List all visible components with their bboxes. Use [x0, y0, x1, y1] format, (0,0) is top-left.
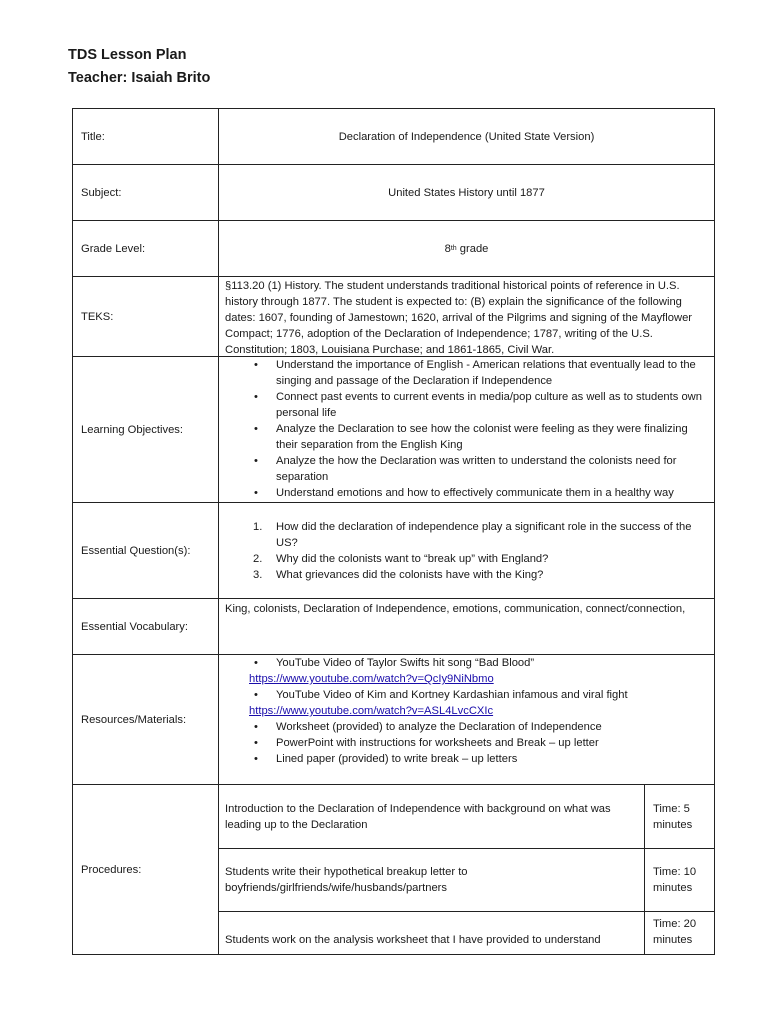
document-title: TDS Lesson Plan: [68, 47, 187, 63]
procedure-time: Time: 5 minutes: [645, 785, 715, 849]
objectives-list: [225, 357, 708, 501]
resources-label: Resources/Materials:: [73, 655, 219, 785]
grade-label: Grade Level:: [73, 221, 219, 277]
grade-value: 8 th grade: [219, 221, 715, 277]
teks-label: TEKS:: [73, 277, 219, 357]
resource-item: • YouTube Video of Taylor Swifts hit song “Bad Blood”: [235, 655, 708, 671]
objective-item: • Understand emotions and how to effectively communicate them in a healthy way: [235, 485, 708, 501]
objective-item: • Analyze the how the Declaration was written to understand the colonists need for separation: [235, 453, 708, 485]
resources-cell: [219, 655, 715, 785]
objective-item: • Understand the importance of English - American relations that eventually lead to the singing and passage of the Declaration if Independence: [235, 357, 708, 389]
objectives-label: Learning Objectives:: [73, 357, 219, 503]
objectives-cell: [219, 357, 715, 503]
question-number: 1.: [253, 520, 263, 533]
procedure-time: Time: 10 minutes: [645, 849, 715, 912]
question-item: [235, 519, 708, 551]
objective-item: • Connect past events to current events in media/pop culture as well as to students own personal life: [235, 389, 708, 421]
questions-cell: [219, 503, 715, 599]
procedure-time: Time: 20 minutes: [645, 912, 715, 955]
objective-item: • Analyze the Declaration to see how the colonist were feeling as they were finalizing their separation from the English King: [235, 421, 708, 453]
lesson-plan-table: [72, 108, 715, 955]
resource-item: • YouTube Video of Kim and Kortney Kardashian infamous and viral fight: [235, 687, 708, 703]
resource-item: • Lined paper (provided) to write break – up letters: [235, 751, 708, 767]
youtube-link-kardashian[interactable]: https://www.youtube.com/watch?v=ASL4LvcCXIc: [249, 705, 494, 717]
vocab-value: King, colonists, Declaration of Independence, emotions, communication, connect/connection,: [219, 599, 715, 655]
question-number: 2.: [253, 552, 263, 565]
grade-word: grade: [456, 242, 489, 255]
question-text: How did the declaration of independence play a significant role in the success of the US?: [276, 520, 692, 549]
teks-value: §113.20 (1) History. The student understands traditional historical points of reference in U.S. history through 1877. The student is expected to: (B) explain the significance of the following dates: 1607, founding of Jamestown; 1620, arrival of the Pilgrims and signing of the Mayflower Compact; 1776, adoption of the Declaration of Independence; 1787, writing of the U.S. Constitution; 1803, Louisiana Purchase; and 1861-1865, Civil War.: [219, 277, 715, 357]
resource-item: • Worksheet (provided) to analyze the Declaration of Independence: [235, 719, 708, 735]
teacher-name: Teacher: Isaiah Brito: [68, 70, 211, 86]
questions-list: [225, 519, 708, 583]
question-text: What grievances did the colonists have with the King?: [276, 568, 544, 581]
resources-list: [225, 655, 708, 671]
title-value: Declaration of Independence (United State Version): [219, 109, 715, 165]
resource-item: • PowerPoint with instructions for worksheets and Break – up letter: [235, 735, 708, 751]
youtube-link-bad-blood[interactable]: https://www.youtube.com/watch?v=QcIy9NiNbmo: [249, 673, 494, 685]
title-label: Title:: [73, 109, 219, 165]
procedure-step: Students write their hypothetical breakup letter to boyfriends/girlfriends/wife/husbands/partners: [219, 849, 645, 912]
procedures-label: Procedures:: [73, 785, 219, 955]
subject-value: United States History until 1877: [219, 165, 715, 221]
subject-label: Subject:: [73, 165, 219, 221]
procedure-step: Students work on the analysis worksheet that I have provided to understand: [219, 912, 645, 955]
procedure-step: Introduction to the Declaration of Independence with background on what was leading up to the Declaration: [219, 785, 645, 849]
grade-number: 8: [444, 242, 451, 255]
question-item: [235, 567, 708, 583]
question-text: Why did the colonists want to “break up” with England?: [276, 552, 549, 565]
question-item: [235, 551, 708, 567]
questions-label: Essential Question(s):: [73, 503, 219, 599]
question-number: 3.: [253, 568, 263, 581]
vocab-label: Essential Vocabulary:: [73, 599, 219, 655]
